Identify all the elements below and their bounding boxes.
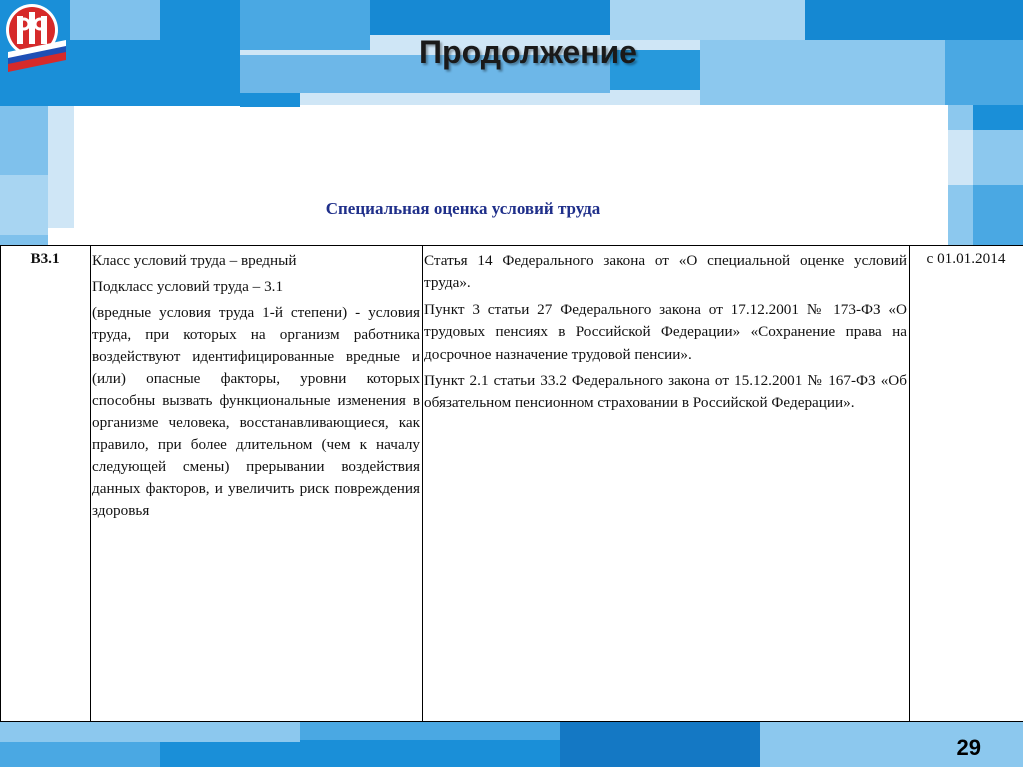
law-paragraph: Пункт 3 статьи 27 Федерального закона от 17.12.2001 № 173-ФЗ «О трудовых пенсиях в Российской Федерации» «Сохранение права на досрочное назначение трудовой пенсии». xyxy=(424,300,907,363)
table-row xyxy=(1,246,1023,722)
class-cell xyxy=(91,246,423,722)
subtitle: Специальная оценка условий труда xyxy=(325,199,601,218)
law-paragraph: Пункт 2.1 статьи 33.2 Федерального закона от 15.12.2001 № 167-ФЗ «Об обязательном пенсионном страховании в Российской Федерации». xyxy=(424,372,907,412)
date-cell xyxy=(910,246,1023,722)
subclass-paragraph: Подкласс условий труда – 3.1 xyxy=(92,278,284,295)
code-text: В3.1 xyxy=(30,250,60,267)
date-text: с 01.01.2014 xyxy=(926,250,1006,267)
class-description-paragraph: (вредные условия труда 1-й степени) - условия труда, при которых на организм работника воздействуют идентифицированные вредные и (или) опасные факторы, уровни которых способны вызвать функциональные изменения в организме человека, восстанавливающиеся, как правило, при более длительном (чем к началу следующей смены) прерывании воздействия данных факторов, и увеличить риск повреждения здоровья xyxy=(92,304,420,519)
law-paragraph: Статья 14 Федерального закона от «О специальной оценке условий труда». xyxy=(424,252,907,292)
slide-title: Продолжение xyxy=(419,34,637,70)
law-cell xyxy=(423,246,910,722)
content-table xyxy=(0,245,1023,722)
code-cell xyxy=(1,246,91,722)
page-number: 29 xyxy=(956,735,981,760)
footer-band xyxy=(0,722,1023,767)
class-paragraph: Класс условий труда – вредный xyxy=(92,252,297,269)
